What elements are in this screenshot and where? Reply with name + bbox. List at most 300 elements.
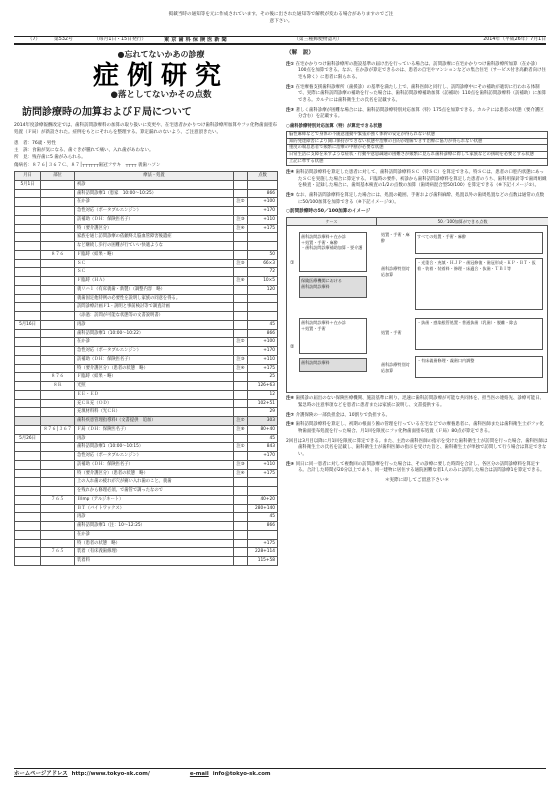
cell-points: +100 (248, 198, 278, 207)
table-row (15, 233, 278, 242)
table-row (15, 189, 278, 198)
cell-date (15, 478, 41, 487)
row-2-value: ・光重合・充填・ＨＪＰ・歯冠修復・歯冠形成・ＫＰ・ＢＴ・仮着・装着・装着料・修理・床適合・抜歯・ＴＢＩ等 (415, 258, 543, 310)
table-row (15, 347, 278, 356)
cell-procedure: ＳＣ (75, 268, 234, 277)
cell-points: 120 (248, 285, 278, 294)
cell-note: 注④ (234, 224, 248, 233)
cell-points: 45 (248, 320, 278, 329)
cell-date (15, 355, 41, 364)
cell-site (41, 215, 75, 224)
cell-points: +170 (248, 347, 278, 356)
cell-procedure: 歯科疾患管理指導料Ⅰ（文書提供 追加） (75, 417, 234, 426)
cell-points: +175 (248, 224, 278, 233)
note-text: 歯科訪問診療料を算定し、初期の根面う蝕の管理を行っている在宅などでの療養患者に、歯科医師または歯科衛生士がフッ化物歯面塗布処置を行った場合、月1回を限度にフッ化物歯面塗布処置（Ｆ局）80点が算定できる。 (295, 422, 544, 435)
cell-date (15, 417, 41, 426)
table-row (15, 557, 278, 566)
cell-points: +175 (248, 364, 278, 373)
cell-note (234, 294, 248, 303)
commentary-note (286, 439, 548, 459)
table-row (15, 338, 278, 347)
cell-note (234, 207, 248, 216)
cell-note (234, 189, 248, 198)
cell-site (41, 452, 75, 461)
diagnosis: 傷病名：８７６│３６７Ｃ、８７│┬┬┬┬┬┬歯冠フサキ ┬┬┬┬ 義歯ハソン (14, 163, 161, 169)
cell-site: ７６５ (41, 495, 75, 504)
col-header-points: 点数 (248, 172, 278, 181)
cell-site (41, 233, 75, 242)
cell-site (41, 355, 75, 364)
cell-note (234, 513, 248, 522)
cell-date (15, 207, 41, 216)
cell-note (234, 522, 248, 531)
table-row (15, 460, 278, 469)
table-row (15, 487, 278, 496)
cell-points (248, 242, 278, 251)
patient-complaint: 主 訴：食歯が気になる、歯ぐきが腫れて痛い、入れ歯があわない。 (14, 147, 154, 153)
cell-note: 注④ (234, 364, 248, 373)
cell-procedure: 歯科訪問診療1（患家 10:00〜10:25） (75, 189, 234, 198)
cell-points: +110 (248, 355, 278, 364)
table-row (15, 425, 278, 434)
cell-points (248, 180, 278, 189)
cell-note (234, 268, 248, 277)
commentary-heading: （解 説） (286, 50, 314, 56)
table-row (15, 382, 278, 391)
cell-date (15, 469, 41, 478)
cell-procedure: ＳＣ (75, 259, 234, 268)
edition-note: （毎月1日・15日発行） (94, 36, 147, 42)
col-header-site: 部位 (41, 172, 75, 181)
cell-site (41, 180, 75, 189)
email-label: e-mail (189, 770, 209, 777)
cell-points: 115+58 (248, 557, 278, 566)
note-text: 同日に同一患者に対して複数回の訪問診療を行った場合は、その診療に要した時間を合計し、各区分の訪問診療料を算定する。合計した時間が20分以上であり、同一建物に居住する通院困難な者1人のみに訪問した場合は訪問診療1を算定できる。 (295, 461, 545, 474)
cell-points: +175 (248, 469, 278, 478)
commentary-note (286, 396, 548, 409)
table-row (15, 250, 278, 259)
table-row (287, 145, 548, 152)
cell-site (41, 539, 75, 548)
patient-info (14, 140, 278, 162)
table-row (15, 215, 278, 224)
commentary-note (286, 85, 548, 105)
cell-procedure: 再診 (75, 513, 234, 522)
surcharge-diagram (286, 217, 548, 393)
table-row (15, 469, 278, 478)
table-row (15, 294, 278, 303)
cell-procedure: 上の入れ歯の疲れが穴が痛い入れ歯のこと。義歯 (75, 478, 234, 487)
cell-points: 280+140 (248, 504, 278, 513)
cell-note (234, 180, 248, 189)
cell-note (234, 452, 248, 461)
cell-note: 注③ (234, 215, 248, 224)
cell-date (15, 513, 41, 522)
note-id: 注④ (286, 169, 295, 175)
note-text: 在宅かかりつけ歯科診療所の施設基準の届け出を行っている場合は、訪問診療に在宅かかりつけ歯科診療所加算（在か診）100点を加算できる。なお、在か診が算定できるのは、患者の自宅やマンションなどの集合住宅（サービス付き高齢者向け住宅も除く）に患者に限られる。 (295, 61, 546, 80)
cell-site (41, 443, 75, 452)
cell-note (234, 303, 248, 312)
cell-site: ８７６│３６７ (41, 425, 75, 434)
cell-site (41, 294, 75, 303)
table-row (15, 268, 278, 277)
cell-site (41, 207, 75, 216)
case-2-marker: ② (290, 344, 295, 351)
cell-procedure: ＢＴ（バイトワックス） (75, 504, 234, 513)
table-row (15, 434, 278, 443)
cell-note: 注⑧ (234, 425, 248, 434)
cell-note: 注⑥ (234, 277, 248, 286)
cell-note: 注③ (234, 355, 248, 364)
notes-block-2 (286, 170, 548, 206)
table-row (15, 530, 278, 539)
cell-note (234, 557, 248, 566)
notes-block-1 (286, 62, 548, 121)
cell-points: 12 (248, 390, 278, 399)
cell-procedure: 装着（有床義歯修理） (75, 548, 234, 557)
cell-site (41, 242, 75, 251)
commentary-note (286, 170, 548, 190)
cell-procedure: 急性対応（ポータブルエンジン） (75, 207, 234, 216)
case-2-box (299, 318, 367, 354)
cell-note (234, 495, 248, 504)
cell-site (41, 198, 75, 207)
diagram-title: ○訪問診療時の50／100加算のイメージ (286, 209, 371, 215)
cell-date (15, 198, 41, 207)
treatment-record-table (14, 171, 278, 566)
row-1-value: すべての処置・手術・麻酔 (415, 232, 543, 254)
diagram-col-points: 50／100加算ができる点数 (377, 218, 548, 226)
cell-points (248, 312, 278, 321)
table-row (15, 390, 278, 399)
table-row (15, 539, 278, 548)
cell-date (15, 399, 41, 408)
note-text: 歯科訪問診療料を算定した患者に対して、歯科訪問診療料ＳＣ（特ＳＣ）を算定できる。特ＳＣは、患者の口腔内状態にあったＳＣを実施した場合に算定する。Ｆ臨時の要件、初診から歯科訪問診療料を算定した患者のうち、歯科用探針等で歯周組織を検査・記録した場合に、歯周基本検査の1/2の点数の加算（歯周病混合型50/100）を算定できる（※下記イメージ②）。 (295, 169, 547, 189)
cell-points: +110 (248, 460, 278, 469)
article-title: 症例研究 (92, 60, 229, 91)
cell-note: 注② (234, 338, 248, 347)
cell-points: 80+40 (248, 425, 278, 434)
cell-date (15, 268, 41, 277)
cell-procedure: 歯科訪問診療1（10:00〜10:22） (75, 329, 234, 338)
cell-note: 注⑦ (234, 417, 248, 426)
special-care-table-title: ○歯科診療特別対応加算（特）が算定できる状態 (286, 123, 383, 129)
cell-site (41, 487, 75, 496)
table-row (287, 159, 548, 166)
table-row (15, 443, 278, 452)
row-3-value: ・抜歯・感染根管処置・普通抜歯（乳歯）・脱離・除去 (415, 318, 543, 350)
cell-note (234, 373, 248, 382)
cell-note (234, 329, 248, 338)
table-row (15, 373, 278, 382)
note-text: 在宅療養支援歯科診療所（歯援診）の基準を満たし上で、歯科医師と同行し、訪問診療中にその補助が適切に行われる体制で、実際に歯科訪問診療の補助を行った場合は、歯科訪問診療補助加算（訪補助）110点を歯科訪問診療料（訪補助）に加算できる。カルテには歯科衛生士の氏名を記載する。 (295, 84, 547, 103)
cell-date (15, 460, 41, 469)
note-id: 注⑧ (286, 422, 295, 428)
cell-site (41, 329, 75, 338)
cell-points (248, 233, 278, 242)
cell-points: +170 (248, 452, 278, 461)
col-header-note (234, 172, 248, 181)
cell-note (234, 399, 248, 408)
cell-note: 注② (234, 198, 248, 207)
cell-site (41, 434, 75, 443)
table-row (15, 207, 278, 216)
note-id: 注③ (286, 107, 295, 113)
condition-cell: 上記に準ずる状態 (287, 159, 548, 166)
cell-date (15, 338, 41, 347)
cell-site (41, 399, 75, 408)
cell-note (234, 347, 248, 356)
col-header-procedure: 療法・処置 (75, 172, 234, 181)
cell-points: +175 (248, 539, 278, 548)
case-1-line-b: ＋処置・手術・麻酔 (301, 239, 338, 245)
cell-procedure: 在か診 (75, 530, 234, 539)
cell-date (15, 233, 41, 242)
cell-procedure: 家族を通じ訪問診療の依頼終え脳血管障害後遺症 (75, 233, 234, 242)
table-row (15, 522, 278, 531)
cell-site (41, 312, 75, 321)
cell-date (15, 277, 41, 286)
cell-site (41, 530, 75, 539)
page-number: （7） (27, 36, 41, 42)
note-id: 注⑨ (286, 461, 295, 467)
cell-date (15, 548, 41, 557)
cell-note (234, 539, 248, 548)
cell-site (41, 320, 75, 329)
commentary-note (286, 422, 548, 435)
cell-date: 5月16日 (15, 320, 41, 329)
cell-note (234, 233, 248, 242)
cell-date (15, 522, 41, 531)
cell-procedure: 再診 (75, 434, 234, 443)
cell-procedure: 急性対応（ポータブルエンジン） (75, 347, 234, 356)
case-2-shaded-box: 歯科訪問診療料 (299, 358, 367, 372)
table-row (15, 285, 278, 294)
cell-note (234, 382, 248, 391)
cell-date (15, 312, 41, 321)
case-2-line-b: ＋処置・手術 (301, 325, 326, 331)
cell-points (248, 294, 278, 303)
note-text: 著しく歯科診療が困難な場合には、歯科訪問診療特別対応加算（特）175点を加算できる。カルテには患者の状態（要介護区分含む）を記載する。 (295, 107, 544, 120)
closing-remark: ＊実際に即してご留意下さい＊ (384, 478, 450, 484)
cell-procedure: 再診 (75, 320, 234, 329)
note-id: 注② (286, 84, 295, 90)
table-row (15, 277, 278, 286)
homepage-label: ホームページアドレス (14, 770, 68, 777)
table-row (15, 320, 278, 329)
table-row (15, 504, 278, 513)
commentary-note (286, 62, 548, 82)
cell-points: 843 (248, 443, 278, 452)
left-column (14, 50, 278, 566)
email-link[interactable]: info@tokyo-sk.com (212, 770, 271, 777)
cell-procedure: （添過：訪問が可能な状態等の文書説明書） (75, 312, 234, 321)
article-headline: 訪問診療時の加算およびＦ局について (22, 106, 192, 118)
cell-points: 45 (248, 513, 278, 522)
right-column (286, 50, 548, 484)
condition-cell: 知的発達障害により開口保持ができない状態や治療の目的が理解できず治療に協力が得られない状態 (287, 138, 548, 145)
cell-procedure: 装着料 (75, 557, 234, 566)
cell-date (15, 215, 41, 224)
cell-note (234, 434, 248, 443)
table-row (15, 303, 278, 312)
table-row (287, 138, 548, 145)
cell-points (248, 478, 278, 487)
table-row (15, 224, 278, 233)
cell-points: 866 (248, 522, 278, 531)
cell-date (15, 390, 41, 399)
commentary-note (286, 108, 548, 121)
cell-procedure: 在か診 (75, 338, 234, 347)
cell-site (41, 347, 75, 356)
row-4-label: 歯科診療特別対応加算 (381, 362, 410, 373)
cell-points: 303 (248, 417, 278, 426)
condition-cell: 脳性麻痺などで身体の不随意運動や緊張が強く体幹の安定が得られない状態 (287, 131, 548, 138)
notice: 掲載当時の通知等を元に作成されています。その後に出された通知等で解釈が変わる場合がありますのでご注意下さい。 (168, 12, 394, 24)
case-1-shaded-box (299, 276, 367, 298)
cell-points: 228+114 (248, 548, 278, 557)
row-4-value: ・有床義歯修理・義歯口内調整 (415, 356, 543, 378)
homepage-link[interactable]: http://www.tokyo-sk.com/ (71, 770, 150, 777)
table-row (15, 198, 278, 207)
row-1-label: 処置・手術・麻酔 (381, 232, 410, 243)
cell-date (15, 408, 41, 417)
cell-points: 66×3 (248, 259, 278, 268)
cell-site (41, 460, 75, 469)
table-row (15, 355, 278, 364)
table-row (15, 364, 278, 373)
case-1-box (299, 232, 367, 272)
cell-points: 10×5 (248, 277, 278, 286)
note-id: 注⑦ (286, 412, 295, 418)
cell-date (15, 504, 41, 513)
table-row (15, 513, 278, 522)
cell-points: 29 (248, 408, 278, 417)
cell-procedure: ＥＥ・ＥＤ (75, 390, 234, 399)
table-row (287, 152, 548, 159)
cell-date (15, 495, 41, 504)
cell-procedure: 訪問診療計画Ｆ1・説明と事前検討等で調査計画 (75, 303, 234, 312)
cell-site: ７６５ (41, 548, 75, 557)
cell-note (234, 312, 248, 321)
cell-site (41, 189, 75, 198)
row-2-label: 歯科診療特別対応加算 (381, 266, 410, 277)
table-row (15, 259, 278, 268)
cell-date (15, 557, 41, 566)
case-1-line-d: 保険医療機関における (301, 278, 342, 284)
issue-date: 2014年（平成26年）7月1日 (483, 36, 546, 42)
cell-site (41, 259, 75, 268)
cell-procedure: 特（患者の状態 略） (75, 539, 234, 548)
cell-points (248, 487, 278, 496)
cell-procedure: 特（要介護区分）（患者の状態 略） (75, 364, 234, 373)
commentary-note (286, 193, 548, 206)
cell-points: 866 (248, 329, 278, 338)
cell-points: 866 (248, 189, 278, 198)
cell-date (15, 285, 41, 294)
table-body (15, 180, 278, 565)
cell-date (15, 443, 41, 452)
cell-procedure: 訪補助（ＤＨ：保険医名子） (75, 460, 234, 469)
note-id: 注⑥ (286, 396, 295, 402)
cell-points: +170 (248, 207, 278, 216)
table-row (15, 548, 278, 557)
cell-site (41, 557, 75, 566)
table-row (15, 312, 278, 321)
cell-procedure: 訪補助（ＤＨ：保険医名子） (75, 215, 234, 224)
cell-procedure: など継続し歩行の困難が行ていい快適ような (75, 242, 234, 251)
case-1-line-a: 歯科訪問診療料＋在か診 (301, 234, 347, 240)
cell-date: 5月26日 (15, 434, 41, 443)
cell-procedure: 充填材料料（光ＣＲ） (75, 408, 234, 417)
article-subtitle: ●落としてないかその点数 (110, 90, 212, 101)
cell-site (41, 277, 75, 286)
cell-date (15, 364, 41, 373)
cell-date (15, 452, 41, 461)
cell-date (15, 259, 41, 268)
case-1-line-e: 歯科訪問診療料 (301, 283, 330, 289)
cell-site (41, 285, 75, 294)
cell-date (15, 487, 41, 496)
cell-note: 注① (234, 443, 248, 452)
table-row (287, 131, 548, 138)
table-row (15, 329, 278, 338)
cell-points: 126+63 (248, 382, 278, 391)
cell-site: ８Ｒ (41, 382, 75, 391)
col-header-date: 月日 (15, 172, 41, 181)
case-2-line-a: 歯科訪問診療料＋在か診 (301, 320, 347, 326)
cell-procedure: Ｆ局（ＤＨ：保険医名子） (75, 425, 234, 434)
cell-points: 25 (248, 373, 278, 382)
cell-site (41, 338, 75, 347)
patient-age: 患 者：76歳・男性 (14, 140, 56, 146)
cell-site (41, 364, 75, 373)
table-row (15, 180, 278, 189)
cell-note (234, 242, 248, 251)
cell-date (15, 539, 41, 548)
cell-note (234, 548, 248, 557)
page-footer (14, 768, 546, 780)
note-text: 歯援診の届出のない保険医療機関、施設基準に則り、迅速に歯科訪問診療が可能な共同体を、担当医の連絡先、診療可能日、緊急時の注意事項などを患者に患者または家族に説明し、文書提供する。 (295, 396, 545, 409)
cell-procedure: を残れから修理必須。で歯管で調ったなので (75, 487, 234, 496)
cell-date (15, 224, 41, 233)
patient-finding: 所 見：残存歯に5 歯がみられる。 (14, 154, 86, 160)
cell-procedure: Ｆ臨時（結果・略） (75, 373, 234, 382)
cell-note (234, 390, 248, 399)
cell-note (234, 320, 248, 329)
cell-site (41, 478, 75, 487)
cell-procedure: Ｆ臨時（ＨＡ） (75, 277, 234, 286)
cell-note (234, 408, 248, 417)
cell-procedure: 急性対応（ポータブルエンジン） (75, 452, 234, 461)
cell-note: 注④ (234, 469, 248, 478)
cell-procedure: 歯科訪問診療1（10:00〜10:15） (75, 443, 234, 452)
table-row (15, 478, 278, 487)
cell-note (234, 530, 248, 539)
cell-procedure: 特（要介護区分）（患者の状態 略） (75, 469, 234, 478)
cell-site (41, 408, 75, 417)
table-row (15, 452, 278, 461)
cell-date (15, 382, 41, 391)
cell-site (41, 504, 75, 513)
case-1-line-c: ・歯科訪問診療補助加算・要介護 (301, 245, 363, 251)
cell-procedure: 充ＣＲ充（ＯＤ） (75, 399, 234, 408)
cell-site (41, 303, 75, 312)
cell-procedure: 歯科訪問診療1（注：10〜12:25） (75, 522, 234, 531)
cell-points: 50 (248, 250, 278, 259)
cell-date (15, 530, 41, 539)
newspaper-header (14, 36, 546, 45)
